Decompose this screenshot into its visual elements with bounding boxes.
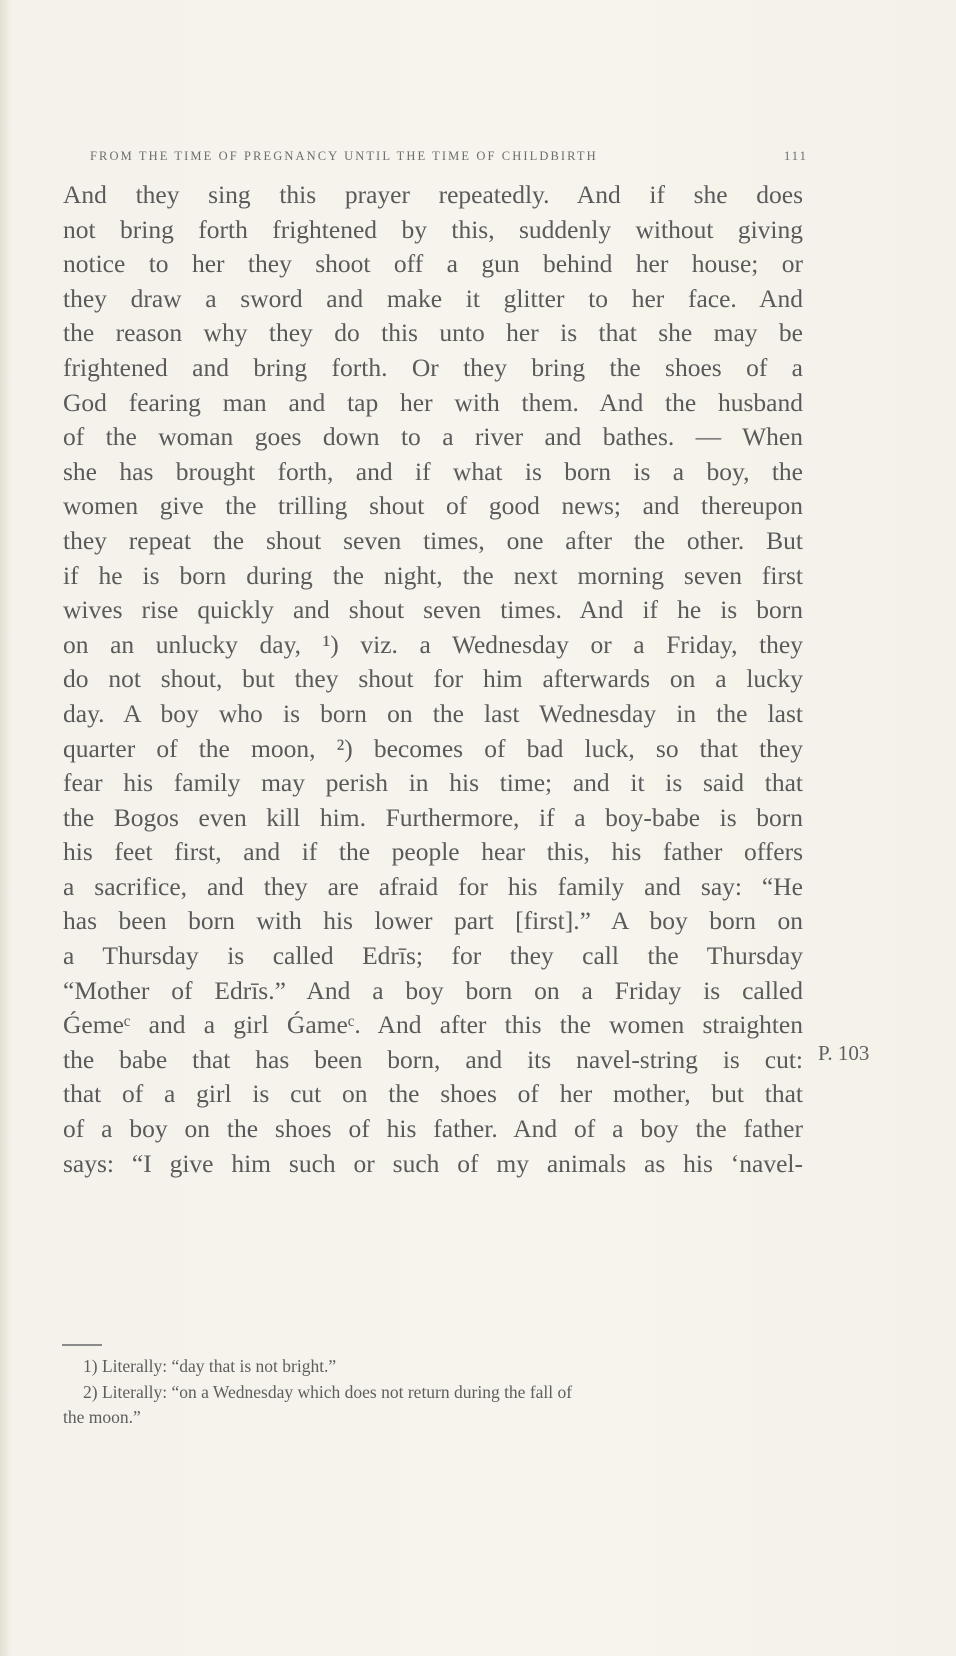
- text-line: And they sing this prayer repeatedly. And if she does: [63, 180, 803, 209]
- binding-shadow: [0, 0, 10, 1656]
- text-line: Ǵemeᶜ and a girl Ǵameᶜ. And after this the women straighten: [63, 1010, 803, 1040]
- text-line: quarter of the moon, ²) becomes of bad luck, so that they: [63, 733, 803, 763]
- body-text: [63, 178, 803, 1181]
- text-line: that of a girl is cut on the shoes of her mother, but that: [63, 1079, 803, 1109]
- text-line: God fearing man and tap her with them. And the husband: [63, 387, 803, 417]
- text-line: she has brought forth, and if what is born is a boy, the: [63, 456, 803, 486]
- text-line: do not shout, but they shout for him afterwards on a lucky: [63, 664, 803, 694]
- text-line: on an unlucky day, ¹) viz. a Wednesday or a Friday, they: [63, 629, 803, 659]
- text-line: “Mother of Edrīs.” And a boy born on a Friday is called: [63, 975, 803, 1005]
- footnote-2: 2) Literally: “on a Wednesday which does not return during the fall of: [83, 1381, 573, 1402]
- footnote-divider: [62, 1344, 102, 1346]
- footnotes: [63, 1354, 803, 1431]
- text-line: a sacrifice, and they are afraid for his family and say: “He: [63, 871, 803, 901]
- text-line: frightened and bring forth. Or they bring the shoes of a: [63, 352, 803, 382]
- margin-page-reference: P. 103: [818, 1041, 870, 1065]
- text-line: they draw a sword and make it glitter to her face. And: [63, 283, 803, 313]
- text-line: has been born with his lower part [first].” A boy born on: [63, 906, 803, 936]
- page-number: 111: [784, 149, 808, 163]
- text-line: if he is born during the night, the next morning seven first: [63, 560, 803, 590]
- footnote-2-continuation: the moon.”: [63, 1407, 141, 1427]
- running-head: FROM THE TIME OF PREGNANCY UNTIL THE TIME OF CHILDBIRTH: [90, 149, 598, 163]
- text-line: his feet first, and if the people hear this, his father offers: [63, 837, 803, 867]
- text-line: the Bogos even kill him. Furthermore, if a boy-babe is born: [63, 802, 803, 832]
- text-line: a Thursday is called Edrīs; for they call the Thursday: [63, 941, 803, 971]
- text-line: the reason why they do this unto her is that she may be: [63, 318, 803, 348]
- footnote-1: 1) Literally: “day that is not bright.”: [83, 1356, 337, 1376]
- text-line: of the woman goes down to a river and bathes. — When: [63, 422, 803, 452]
- text-line: says: “I give him such or such of my animals as his ‘navel-: [63, 1148, 803, 1178]
- text-line: day. A boy who is born on the last Wednesday in the last: [63, 698, 803, 728]
- text-line: notice to her they shoot off a gun behind her house; or: [63, 249, 803, 279]
- text-line: women give the trilling shout of good news; and thereupon: [63, 491, 803, 521]
- text-line: fear his family may perish in his time; and it is said that: [63, 768, 803, 798]
- text-line: not bring forth frightened by this, suddenly without giving: [63, 214, 803, 244]
- text-line: wives rise quickly and shout seven times. And if he is born: [63, 595, 803, 625]
- text-line: of a boy on the shoes of his father. And of a boy the father: [63, 1114, 803, 1144]
- text-line: they repeat the shout seven times, one after the other. But: [63, 525, 803, 555]
- text-line: the babe that has been born, and its navel-string is cut:: [63, 1044, 803, 1074]
